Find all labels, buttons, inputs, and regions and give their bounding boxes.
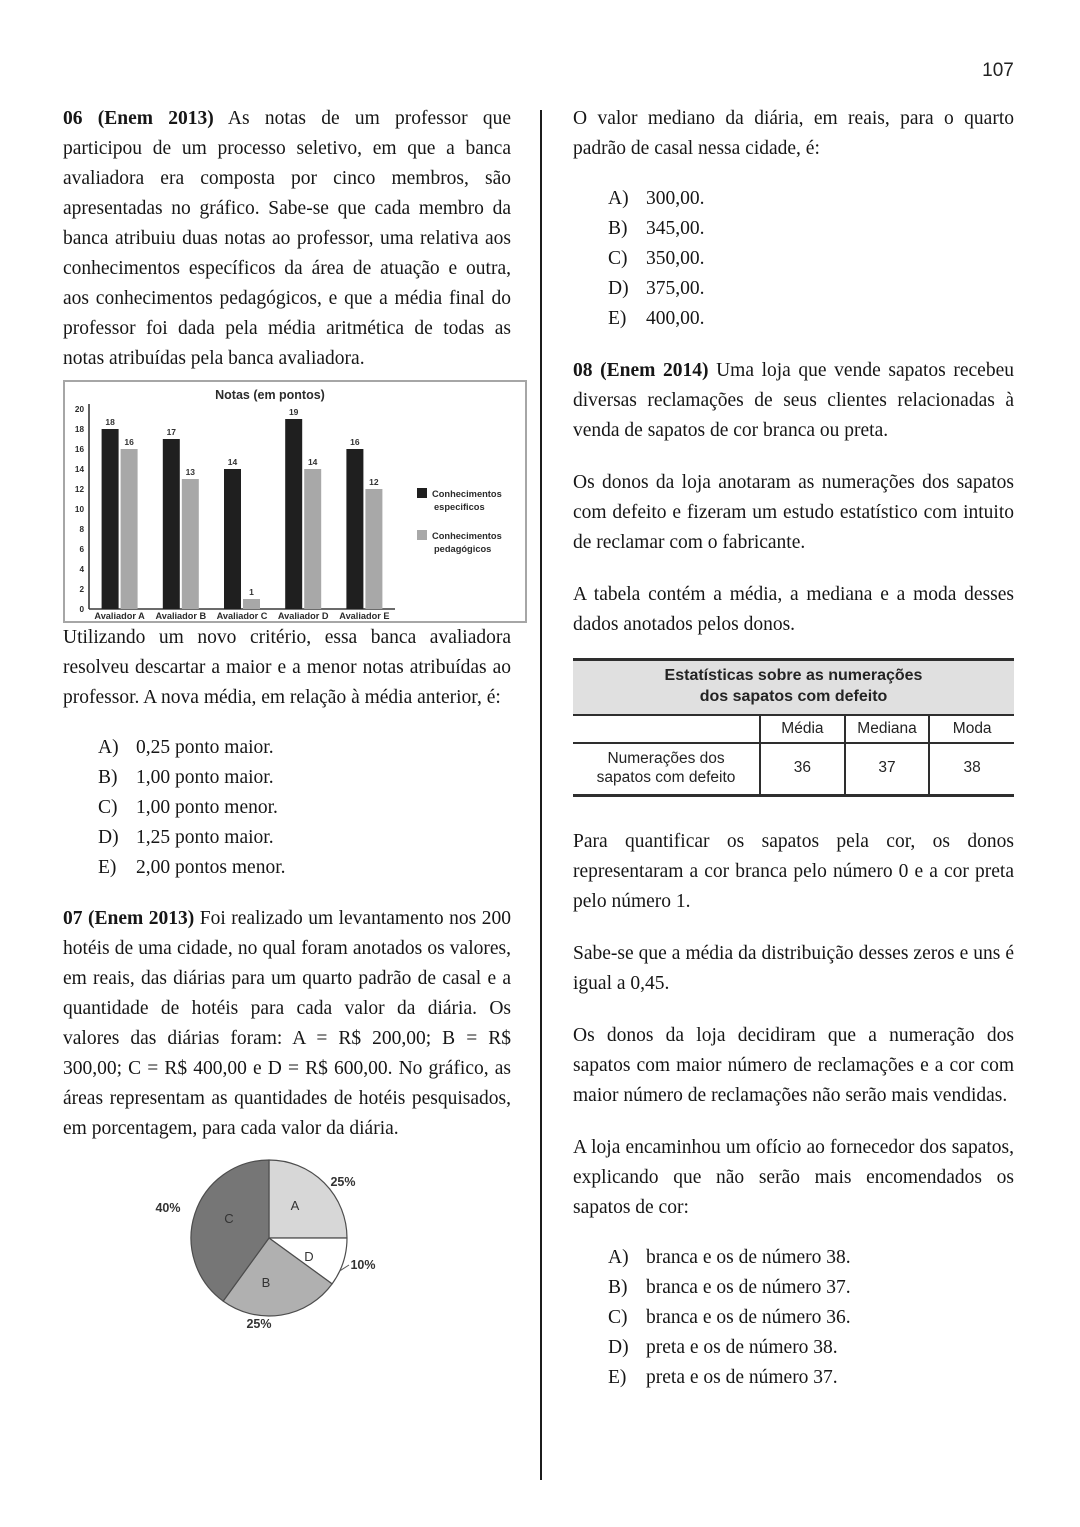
option-text: 375,00. xyxy=(646,278,705,299)
option-text: 0,25 ponto maior. xyxy=(136,737,274,758)
question-08-options xyxy=(573,1243,1014,1393)
question-07-options xyxy=(573,184,1014,334)
option-item xyxy=(608,214,1014,244)
pie-chart-figure xyxy=(107,1152,467,1380)
stats-table-data-row xyxy=(573,743,1014,796)
option-text: 1,00 ponto maior. xyxy=(136,767,274,788)
bar-pedagogicos xyxy=(182,479,199,609)
svg-text:19: 19 xyxy=(288,407,299,417)
option-text: branca e os de número 36. xyxy=(646,1307,851,1329)
option-label: E) xyxy=(608,308,627,329)
question-06-options xyxy=(63,733,511,883)
svg-text:25%: 25% xyxy=(246,1317,272,1331)
svg-text:A: A xyxy=(290,1198,300,1213)
bar-especificos xyxy=(163,439,180,609)
question-08-paragraph-4: Para quantificar os sapatos pela cor, os donos representaram a cor branca pelo número 0 e a cor preta pelo número 1. xyxy=(573,831,1014,913)
option-item xyxy=(608,184,1014,214)
svg-text:D: D xyxy=(304,1249,314,1264)
svg-text:1: 1 xyxy=(249,587,254,597)
question-07-id: 07 (Enem 2013) xyxy=(63,908,195,929)
svg-text:Avaliador B: Avaliador B xyxy=(155,611,207,621)
bar-pedagogicos xyxy=(365,489,382,609)
svg-text:C: C xyxy=(224,1211,234,1226)
option-text: branca e os de número 38. xyxy=(646,1247,851,1269)
svg-text:40%: 40% xyxy=(155,1201,181,1215)
option-text: branca e os de número 37. xyxy=(646,1277,851,1299)
svg-text:Avaliador C: Avaliador C xyxy=(216,611,268,621)
svg-text:13: 13 xyxy=(185,467,196,477)
stats-table-title-row xyxy=(573,660,1014,715)
option-label: B) xyxy=(98,767,118,788)
option-item xyxy=(98,823,511,853)
svg-text:14: 14 xyxy=(74,465,84,474)
option-label: B) xyxy=(608,1277,628,1299)
question-07-question: O valor mediano da diária, em reais, para o quarto padrão de casal nessa cidade, é: xyxy=(573,108,1014,159)
svg-text:16: 16 xyxy=(74,445,84,454)
svg-text:4: 4 xyxy=(79,565,84,574)
option-text: preta e os de número 37. xyxy=(646,1367,838,1389)
option-text: 345,00. xyxy=(646,218,705,239)
option-label: A) xyxy=(608,1247,629,1269)
option-item xyxy=(608,1273,1014,1303)
svg-text:0: 0 xyxy=(79,605,84,614)
stats-table-header-media: Média xyxy=(760,715,845,743)
svg-text:10: 10 xyxy=(74,505,84,514)
option-item xyxy=(98,853,511,883)
bar-especificos xyxy=(346,449,363,609)
option-label: E) xyxy=(608,1367,627,1389)
svg-text:pedagógicos: pedagógicos xyxy=(434,544,492,554)
question-08-paragraph-6: Os donos da loja decidiram que a numeração dos sapatos com maior número de reclamações e a cor com maior número de reclamações não serão mais vendidas. xyxy=(573,1025,1014,1107)
question-08-paragraph-2: Os donos da loja anotaram as numerações dos sapatos com defeito e fizeram um estudo estatístico com intuito de reclamar com o fabricante. xyxy=(573,472,1014,553)
option-item xyxy=(608,274,1014,304)
question-08-paragraph-3: A tabela contém a média, a mediana e a moda desses dados anotados pelos donos. xyxy=(573,584,1014,635)
svg-text:17: 17 xyxy=(166,427,177,437)
question-08-statement: 08 (Enem 2014) Uma loja que vende sapatos recebeu diversas reclamações de seus clientes relacionadas à venda de sapatos de cor branca ou preta. xyxy=(573,360,1014,441)
option-item xyxy=(98,763,511,793)
option-item xyxy=(608,1243,1014,1273)
question-08-id: 08 (Enem 2014) xyxy=(573,360,709,381)
svg-text:Avaliador A: Avaliador A xyxy=(94,611,145,621)
bar-especificos xyxy=(224,469,241,609)
stats-table-value-mediana: 37 xyxy=(845,743,930,796)
stats-table-header-blank xyxy=(573,715,760,743)
pie-slice-A xyxy=(269,1160,347,1238)
stats-table-value-moda: 38 xyxy=(929,743,1014,796)
option-label: D) xyxy=(608,1337,629,1359)
bar-chart-figure xyxy=(63,380,527,623)
question-06-followup: Utilizando um novo critério, essa banca avaliadora resolveu descartar a maior e a menor notas atribuídas ao professor. A nova média, em relação à média anterior, é: xyxy=(63,627,511,708)
stats-table-header-mediana: Mediana xyxy=(845,715,930,743)
svg-text:18: 18 xyxy=(105,417,115,427)
svg-text:especificos: especificos xyxy=(434,502,485,512)
svg-text:6: 6 xyxy=(79,545,84,554)
option-item xyxy=(98,733,511,763)
option-label: E) xyxy=(98,857,117,878)
svg-text:16: 16 xyxy=(124,437,134,447)
option-text: 2,00 pontos menor. xyxy=(136,857,286,878)
column-divider xyxy=(540,110,542,1480)
svg-text:Conhecimentos: Conhecimentos xyxy=(432,489,502,499)
left-column xyxy=(63,104,511,1380)
option-item xyxy=(608,1333,1014,1363)
option-label: C) xyxy=(98,797,118,818)
option-item xyxy=(608,244,1014,274)
option-text: 350,00. xyxy=(646,248,705,269)
bar-especificos xyxy=(285,419,302,609)
bar-pedagogicos xyxy=(243,599,260,609)
svg-text:14: 14 xyxy=(227,457,238,467)
option-label: B) xyxy=(608,218,628,239)
svg-text:8: 8 xyxy=(79,525,84,534)
bar-pedagogicos xyxy=(121,449,138,609)
option-label: C) xyxy=(608,248,628,269)
stats-table-header-moda: Moda xyxy=(929,715,1014,743)
page-number: 107 xyxy=(982,60,1014,81)
option-text: 300,00. xyxy=(646,188,705,209)
stats-table xyxy=(573,658,1014,797)
svg-text:2: 2 xyxy=(79,585,84,594)
stats-table-value-media: 36 xyxy=(760,743,845,796)
bar-pedagogicos xyxy=(304,469,321,609)
question-06-id: 06 (Enem 2013) xyxy=(63,108,214,129)
bar-chart-title: Notas (em pontos) xyxy=(215,388,325,402)
stats-table-header-row xyxy=(573,715,1014,743)
svg-text:Avaliador D: Avaliador D xyxy=(277,611,329,621)
question-08-paragraph-7: A loja encaminhou um ofício ao fornecedor dos sapatos, explicando que não serão mais encomendados os sapatos de cor: xyxy=(573,1137,1014,1219)
option-item xyxy=(608,304,1014,334)
svg-text:20: 20 xyxy=(74,405,84,414)
svg-text:12: 12 xyxy=(369,477,379,487)
pie-chart xyxy=(107,1152,467,1380)
svg-text:10%: 10% xyxy=(350,1258,376,1272)
svg-text:16: 16 xyxy=(350,437,360,447)
question-07-statement: 07 (Enem 2013) Foi realizado um levantamento nos 200 hotéis de uma cidade, no qual foram anotados os valores, em reais, das diárias para um quarto padrão de casal e a quantidade de hotéis para cada valor da diária. Os valores das diárias foram: A = R$ 200,00; B = R$ 300,00; C = R$ 400,00 e D = R$ 600,00. No gráfico, as áreas representam as quantidades de hotéis pesquisados, em porcentagem, para cada valor da diária. xyxy=(63,908,511,1139)
stats-table-title: Estatísticas sobre as numerações dos sapatos com defeito xyxy=(573,660,1014,715)
option-item xyxy=(608,1303,1014,1333)
question-08-paragraph-5: Sabe-se que a média da distribuição desses zeros e uns é igual a 0,45. xyxy=(573,943,1014,995)
stats-table-row-label: Numerações dos sapatos com defeito xyxy=(573,743,760,796)
option-text: 400,00. xyxy=(646,308,705,329)
question-06-statement: 06 (Enem 2013) As notas de um professor que participou de um processo seletivo, em que a banca avaliadora era composta por cinco membros, são apresentadas no gráfico. Sabe-se que cada membro da banca atribuiu duas notas ao professor, uma relativa aos conhecimentos específicos da área de atuação e outra, aos conhecimentos pedagógicos, e que a média final do professor foi dada pela média aritmética de todas as notas atribuídas pela banca avaliadora. xyxy=(63,108,511,369)
option-label: D) xyxy=(98,827,119,848)
bar-chart xyxy=(65,382,525,621)
option-label: D) xyxy=(608,278,629,299)
legend-swatch xyxy=(417,488,427,498)
option-label: C) xyxy=(608,1307,628,1329)
svg-text:25%: 25% xyxy=(330,1175,356,1189)
right-column xyxy=(573,104,1014,1393)
svg-text:B: B xyxy=(261,1275,271,1290)
option-item xyxy=(608,1363,1014,1393)
option-item xyxy=(98,793,511,823)
option-label: A) xyxy=(608,188,629,209)
svg-text:14: 14 xyxy=(307,457,318,467)
svg-text:12: 12 xyxy=(74,485,84,494)
legend-swatch xyxy=(417,530,427,540)
svg-text:Avaliador E: Avaliador E xyxy=(339,611,390,621)
option-text: 1,25 ponto maior. xyxy=(136,827,274,848)
option-text: 1,00 ponto menor. xyxy=(136,797,278,818)
option-text: preta e os de número 38. xyxy=(646,1337,838,1359)
bar-especificos xyxy=(102,429,119,609)
svg-text:Conhecimentos: Conhecimentos xyxy=(432,531,502,541)
option-label: A) xyxy=(98,737,119,758)
svg-text:18: 18 xyxy=(74,425,84,434)
